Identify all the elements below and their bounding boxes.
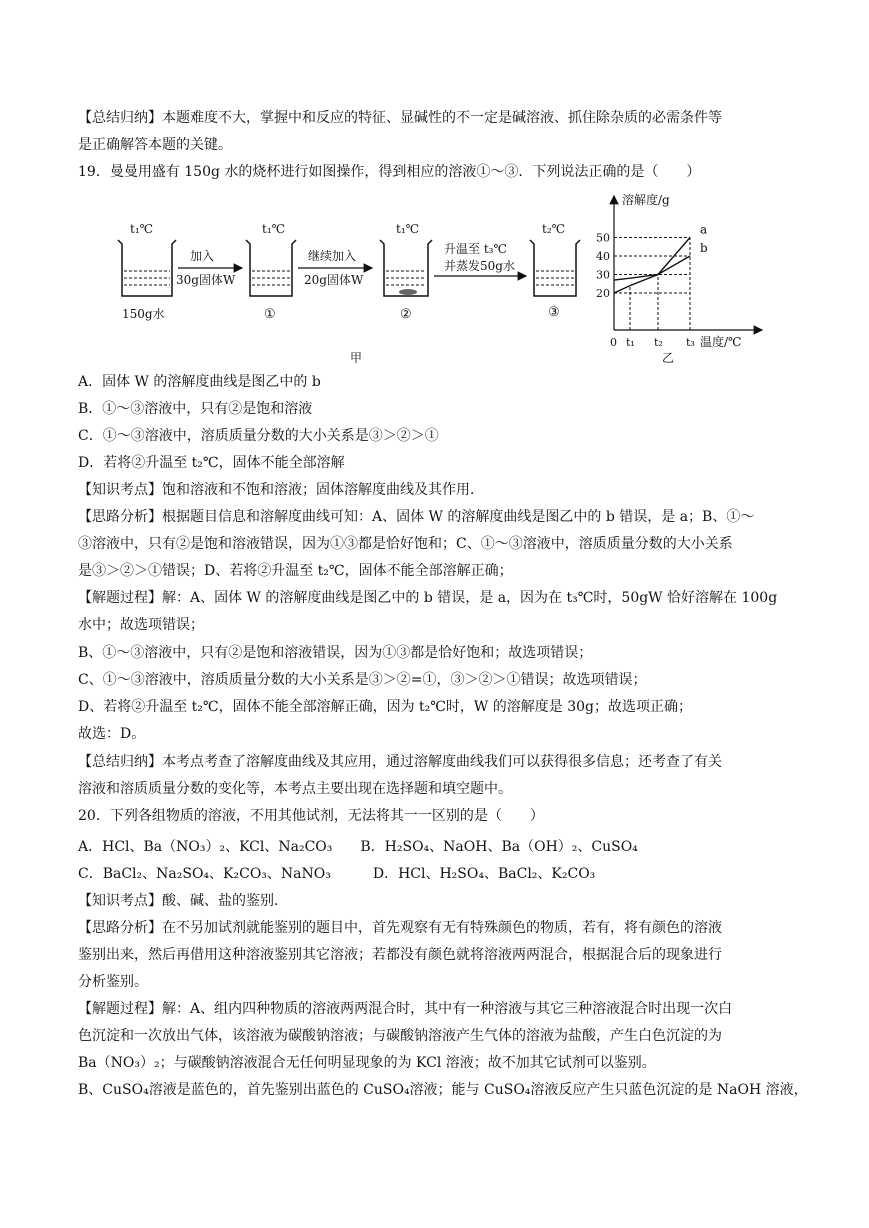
solubility-chart <box>596 192 762 365</box>
beaker-icon <box>118 222 176 321</box>
arrow-top-label: 升温至 t₃℃ <box>444 242 507 256</box>
text-line: B、CuSO₄溶液是蓝色的，首先鉴别出蓝色的 CuSO₄溶液；能与 CuSO₄溶液反应产生只蓝色沉淀的是 NaOH 溶液， <box>78 1082 808 1098</box>
beaker-temp-label: t₁℃ <box>130 222 154 236</box>
text-line: D、若将②升温至 t₂℃，固体不能全部溶解正确，因为 t₂℃时，W 的溶解度是 30g；故选项正确； <box>78 699 692 715</box>
beaker-temp-label: t₁℃ <box>262 222 286 236</box>
text-line: 溶液和溶质质量分数的变化等，本考点主要出现在选择题和填空题中。 <box>78 781 512 797</box>
y-tick-label: 20 <box>596 287 610 300</box>
option-b: B．①～③溶液中，只有②是饱和溶液 <box>78 401 313 417</box>
x-tick-label: t₂ <box>654 336 663 349</box>
text-line: 【知识考点】饱和溶液和不饱和溶液；固体溶解度曲线及其作用． <box>78 482 484 498</box>
text-line: 【解题过程】解：A、组内四种物质的溶液两两混合时，其中有一种溶液与其它三种溶液混合时出现一次白 <box>78 1001 733 1017</box>
text-line: 色沉淀和一次放出气体，该溶液为碳酸钠溶液；与碳酸钠溶液产生气体的溶液为盐酸，产生白色沉淀的为 <box>78 1028 722 1044</box>
series-label-a: a <box>700 222 708 237</box>
x-tick-label: 0 <box>610 336 617 349</box>
text-line: 【知识考点】酸、碱、盐的鉴别． <box>78 893 288 909</box>
text-line: B、①～③溶液中，只有②是饱和溶液错误，因为①③都是恰好饱和；故选项错误； <box>78 645 593 661</box>
option-a: A．固体 W 的溶解度曲线是图乙中的 b <box>78 374 321 390</box>
option-d: D．若将②升温至 t₂℃，固体不能全部溶解 <box>78 455 345 471</box>
beaker-icon <box>380 222 432 322</box>
option-ab: A．HCl、Ba（NO₃）₂、KCl、Na₂CO₃ B．H₂SO₄、NaOH、Ba（OH）₂、CuSO₄ <box>78 839 638 855</box>
text-line: C、①～③溶液中，溶质质量分数的大小关系是③＞②=①，③＞②＞①错误；故选项错误； <box>78 672 647 688</box>
figure-label-jia: 甲 <box>350 351 363 365</box>
beaker-caption: ② <box>400 307 412 322</box>
text-line: 分析鉴别。 <box>78 974 148 990</box>
beaker-icon <box>246 222 296 322</box>
beaker-caption: ③ <box>548 305 560 320</box>
y-tick-label: 50 <box>596 231 610 245</box>
option-cd: C．BaCl₂、Na₂SO₄、K₂CO₃、NaNO₃ D．HCl、H₂SO₄、BaCl₂、K₂CO₃ <box>78 866 596 882</box>
arrow-top-label: 继续加入 <box>308 249 357 263</box>
text-line: ③溶液中，只有②是饱和溶液错误，因为①③都是恰好饱和；C、①～③溶液中，溶质质量分数的大小关系 <box>78 536 733 552</box>
text-line: 【解题过程】解：A、固体 W 的溶解度曲线是图乙中的 b 错误，是 a，因为在 t₃℃时，50gW 恰好溶解在 100g <box>78 590 778 606</box>
beaker-temp-label: t₁℃ <box>396 222 420 236</box>
arrow <box>298 248 372 287</box>
text-line: 【思路分析】根据题目信息和溶解度曲线可知：A、固体 W 的溶解度曲线是图乙中的 b 错误，是 a；B、①～ <box>78 509 755 525</box>
question-20: 20．下列各组物质的溶液，不用其他试剂，无法将其一一区别的是（ ） <box>78 808 544 824</box>
text-line: 鉴别出来，然后再借用这种溶液鉴别其它溶液；若都没有颜色就将溶液两两混合，根据混合后的现象进行 <box>78 947 722 963</box>
x-axis-label: 温度/℃ <box>700 335 742 349</box>
beaker-caption: 150g水 <box>122 307 165 321</box>
y-tick-label: 40 <box>596 250 610 263</box>
experiment-figure <box>110 188 780 368</box>
text-line: 【思路分析】在不另加试剂就能鉴别的题目中，首先观察有无有特殊颜色的物质，若有，将有颜色的溶液 <box>78 920 722 936</box>
series-line-a <box>614 238 690 294</box>
beaker-caption: ① <box>264 307 276 322</box>
question-19: 19．曼曼用盛有 150g 水的烧杯进行如图操作，得到相应的溶液①～③．下列说法正确的是（ ） <box>78 164 701 180</box>
x-tick-label: t₁ <box>626 336 635 349</box>
option-c: C．①～③溶液中，溶质质量分数的大小关系是③＞②＞① <box>78 428 439 444</box>
text-line: 是③＞②＞①错误；D、若将②升温至 t₂℃，固体不能全部溶解正确； <box>78 563 513 579</box>
beaker-icon <box>530 222 580 320</box>
x-tick-label: t₃ <box>686 336 695 349</box>
text-line: 【总结归纳】本题难度不大，掌握中和反应的特征、显碱性的不一定是碱溶液、抓住除杂质的必需条件等 <box>78 110 722 126</box>
text-line: Ba（NO₃）₂；与碳酸钠溶液混合无任何明显现象的为 KCl 溶液；故不加其它试剂可以鉴别。 <box>78 1055 656 1071</box>
arrow <box>176 248 242 287</box>
y-axis-label: 溶解度/g <box>622 193 670 207</box>
text-line: 水中；故选项错误； <box>78 617 204 633</box>
arrow-top-label: 加入 <box>190 249 215 263</box>
series-label-b: b <box>700 241 708 255</box>
text-line: 故选：D。 <box>78 726 146 742</box>
y-tick-label: 30 <box>596 268 610 282</box>
arrow-bottom-label: 30g固体W <box>176 273 236 287</box>
arrow <box>434 241 526 276</box>
figure-label-yi: 乙 <box>662 351 675 365</box>
arrow-bottom-label: 并蒸发50g水 <box>444 259 515 273</box>
beaker-temp-label: t₂℃ <box>542 222 566 236</box>
arrow-bottom-label: 20g固体W <box>304 273 364 287</box>
text-line: 是正确解答本题的关键。 <box>78 137 232 153</box>
text-line: 【总结归纳】本考点考查了溶解度曲线及其应用，通过溶解度曲线我们可以获得很多信息；还考查了有关 <box>78 754 722 770</box>
